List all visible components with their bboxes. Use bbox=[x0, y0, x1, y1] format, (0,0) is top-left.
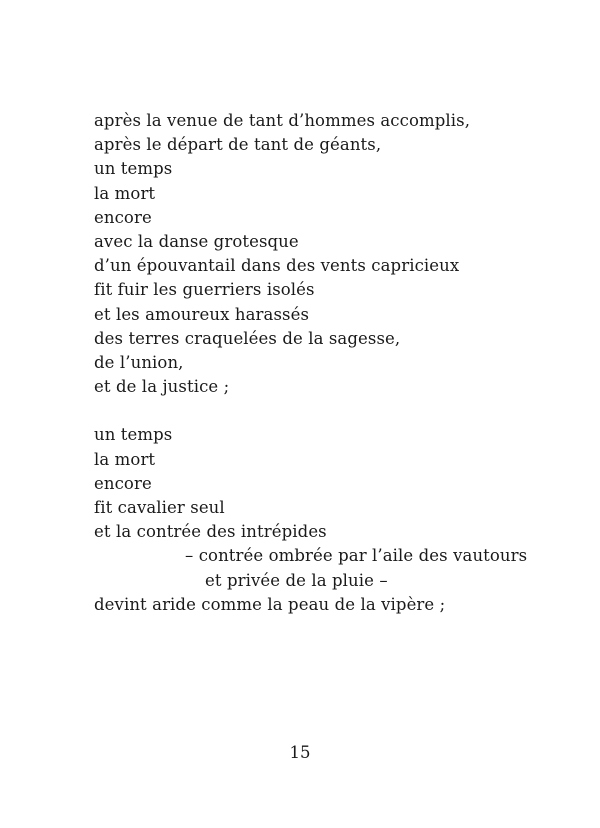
poem-line: un temps bbox=[94, 425, 173, 445]
poem-line: fit fuir les guerriers isolés bbox=[94, 280, 315, 300]
poem-line: encore bbox=[94, 207, 152, 227]
page-number: 15 bbox=[289, 743, 311, 762]
poem-line: après le départ de tant de géants, bbox=[94, 135, 382, 155]
poem-line-indented: – contrée ombrée par l’aile des vautours bbox=[185, 546, 528, 566]
poem-line: et la contrée des intrépides bbox=[94, 522, 327, 542]
poem-line: la mort bbox=[94, 183, 156, 203]
poem-line: encore bbox=[94, 473, 152, 493]
poem-line: des terres craquelées de la sagesse, bbox=[94, 328, 401, 348]
poem-body bbox=[94, 109, 527, 617]
poem-line: devint aride comme la peau de la vipère ; bbox=[94, 594, 446, 614]
poem-line: et de la justice ; bbox=[94, 377, 230, 397]
poem-line: de l’union, bbox=[94, 353, 184, 373]
poem-line: d’un épouvantail dans des vents capricieux bbox=[94, 256, 460, 276]
poem-line: la mort bbox=[94, 449, 156, 469]
stanza-2 bbox=[94, 423, 527, 617]
stanza-1 bbox=[94, 109, 527, 399]
poem-line: avec la danse grotesque bbox=[94, 232, 299, 252]
poem-line-indented: et privée de la pluie – bbox=[205, 570, 388, 590]
poem-line: un temps bbox=[94, 159, 173, 179]
poem-line: et les amoureux harassés bbox=[94, 304, 310, 324]
poem-line: après la venue de tant d’hommes accomplis, bbox=[94, 111, 471, 130]
poem-line: fit cavalier seul bbox=[94, 498, 225, 518]
